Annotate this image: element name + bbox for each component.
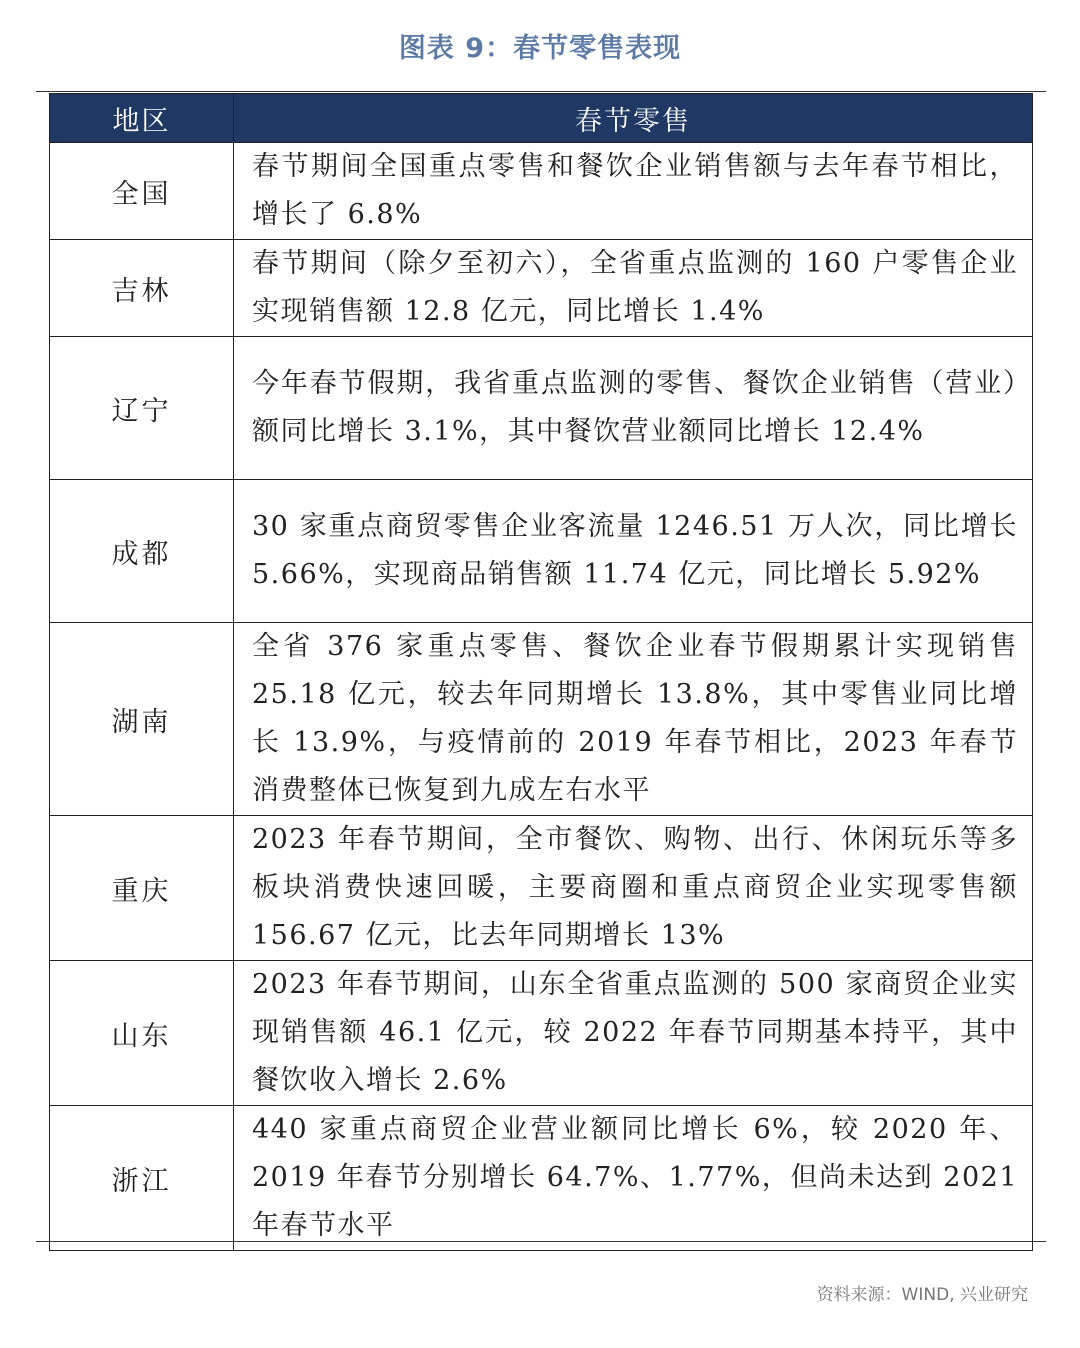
table-row bbox=[50, 240, 1033, 337]
retail-table bbox=[49, 93, 1033, 1251]
table-header-row bbox=[50, 94, 1033, 143]
region-cell: 全国 bbox=[50, 143, 234, 240]
content-cell: 30 家重点商贸零售企业客流量 1246.51 万人次，同比增长 5.66%，实现商品销售额 11.74 亿元，同比增长 5.92% bbox=[234, 480, 1033, 623]
table-row bbox=[50, 143, 1033, 240]
table-row bbox=[50, 337, 1033, 480]
content-cell: 今年春节假期，我省重点监测的零售、餐饮企业销售（营业）额同比增长 3.1%，其中餐饮营业额同比增长 12.4% bbox=[234, 337, 1033, 480]
content-cell: 2023 年春节期间，山东全省重点监测的 500 家商贸企业实现销售额 46.1 亿元，较 2022 年春节同期基本持平，其中餐饮收入增长 2.6% bbox=[234, 961, 1033, 1106]
region-cell: 成都 bbox=[50, 480, 234, 623]
table-row bbox=[50, 816, 1033, 961]
table-row bbox=[50, 480, 1033, 623]
figure-title: 图表 9：春节零售表现 bbox=[398, 33, 682, 64]
source-note: 资料来源：WIND, 兴业研究 bbox=[816, 1285, 1028, 1305]
table-row bbox=[50, 623, 1033, 816]
content-cell: 440 家重点商贸企业营业额同比增长 6%，较 2020 年、2019 年春节分别增长 64.7%、1.77%，但尚未达到 2021 年春节水平 bbox=[234, 1106, 1033, 1251]
bottom-rule bbox=[36, 1241, 1046, 1242]
header-retail: 春节零售 bbox=[234, 94, 1033, 143]
region-cell: 山东 bbox=[50, 961, 234, 1106]
table-row bbox=[50, 961, 1033, 1106]
region-cell: 浙江 bbox=[50, 1106, 234, 1251]
region-cell: 重庆 bbox=[50, 816, 234, 961]
content-cell: 2023 年春节期间，全市餐饮、购物、出行、休闲玩乐等多板块消费快速回暖，主要商圈和重点商贸企业实现零售额 156.67 亿元，比去年同期增长 13% bbox=[234, 816, 1033, 961]
region-cell: 辽宁 bbox=[50, 337, 234, 480]
region-cell: 吉林 bbox=[50, 240, 234, 337]
header-region: 地区 bbox=[50, 94, 234, 143]
table-row bbox=[50, 1106, 1033, 1251]
content-cell: 春节期间全国重点零售和餐饮企业销售额与去年春节相比，增长了 6.8% bbox=[234, 143, 1033, 240]
top-rule bbox=[36, 91, 1046, 92]
content-cell: 春节期间（除夕至初六），全省重点监测的 160 户零售企业实现销售额 12.8 亿元，同比增长 1.4% bbox=[234, 240, 1033, 337]
region-cell: 湖南 bbox=[50, 623, 234, 816]
content-cell: 全省 376 家重点零售、餐饮企业春节假期累计实现销售 25.18 亿元，较去年同期增长 13.8%，其中零售业同比增长 13.9%，与疫情前的 2019 年春节相比，2023 年春节消费整体已恢复到九成左右水平 bbox=[234, 623, 1033, 816]
